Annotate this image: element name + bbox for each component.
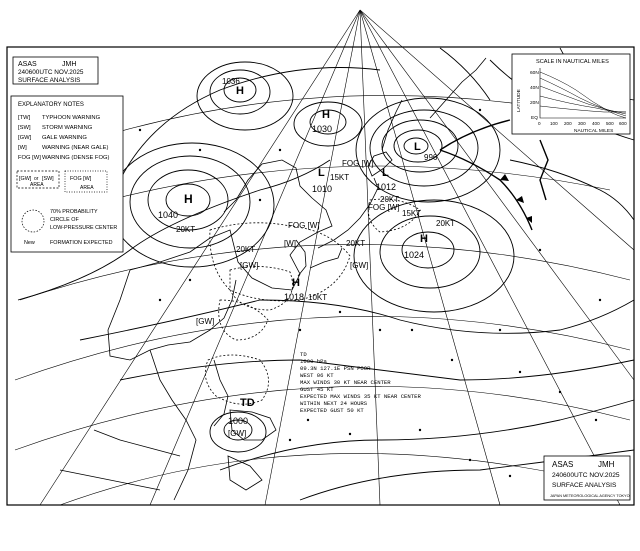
- legend-code: [SW]: [18, 125, 31, 131]
- scale-lat: EQ: [531, 116, 538, 121]
- header-agency: ASAS: [18, 61, 37, 68]
- td-info-line: GUST 45 KT: [300, 386, 334, 393]
- pressure-center-type: H: [292, 277, 300, 289]
- legend-label: WARNING (DENSE FOG): [42, 155, 110, 161]
- pressure-center-type: H: [322, 109, 330, 121]
- legend-area-code: FOG [W]: [70, 176, 92, 182]
- td-warning: [GW]: [228, 429, 247, 438]
- fog-warning-label: FOG [W]: [342, 159, 374, 168]
- gale-warning-label: [GW]: [240, 261, 259, 270]
- legend-code: [TW]: [18, 115, 31, 121]
- pressure-center-value: 1010: [312, 184, 333, 194]
- gale-warning-label: [GW]: [350, 261, 369, 270]
- pressure-center-type: L: [382, 167, 389, 179]
- header-box: [13, 57, 98, 84]
- footer-box: [544, 456, 630, 500]
- fog-warning-label: FOG [W]: [288, 221, 320, 230]
- td-info-line: WEST 06 KT: [300, 372, 334, 379]
- legend-title: EXPLANATORY NOTES: [18, 102, 84, 108]
- gale-warning-label: [GW]: [196, 317, 215, 326]
- legend-area-code: [GW]: [19, 176, 32, 182]
- fog-warning-label: FOG [W]: [368, 203, 400, 212]
- scale-box: [512, 54, 630, 134]
- legend-circle-text: 70% PROBABILITY: [50, 209, 98, 215]
- pressure-center-value: 1024: [404, 250, 425, 260]
- legend-area-label: AREA: [80, 185, 94, 191]
- legend-label: STORM WARNING: [42, 125, 93, 131]
- scale-lat: 20N: [530, 101, 539, 106]
- legend-circle-text: CIRCLE OF: [50, 217, 79, 223]
- pressure-center-speed: 20KT: [436, 219, 456, 228]
- pressure-center-value: 1036: [222, 77, 240, 86]
- scale-xlabel: NAUTICAL MILES: [574, 129, 614, 134]
- legend-label: TYPHOON WARNING: [42, 115, 101, 121]
- movement-speed: 20KT: [236, 245, 256, 254]
- td-info-line: 09.3N 127.1E PSN POOR: [300, 365, 371, 372]
- pressure-center-type: L: [318, 167, 325, 179]
- scale-tick: 400: [592, 121, 600, 126]
- header-product: SURFACE ANALYSIS: [18, 77, 81, 84]
- scale-ylabel: LATITUDE: [517, 89, 522, 112]
- td-info-line: EXPECTED MAX WINDS 35 KT NEAR CENTER: [300, 393, 421, 400]
- legend-new-label: New: [24, 240, 35, 246]
- td-info-line: 1000 hPa: [300, 358, 327, 365]
- footer-credit: JAPAN METEOROLOGICAL AGENCY TOKYO: [550, 494, 630, 498]
- movement-speed: 15KT: [402, 209, 422, 218]
- pressure-center-speed: 20KT: [176, 225, 196, 234]
- pressure-center-value: 1040: [158, 210, 179, 220]
- td-info-line: EXPECTED GUST 50 KT: [300, 407, 364, 414]
- footer-agency: ASAS: [552, 460, 574, 469]
- pressure-center-speed: 20KT: [380, 195, 400, 204]
- scale-tick: 600: [619, 121, 627, 126]
- pressure-center-speed: 10KT: [308, 293, 328, 302]
- scale-tick: 0: [538, 121, 541, 126]
- scale-tick: 500: [606, 121, 614, 126]
- scale-tick: 300: [578, 121, 586, 126]
- legend-label: WARNING (NEAR GALE): [42, 145, 109, 151]
- header-time: 240600UTC NOV.2025: [18, 69, 84, 76]
- legend-code: FOG [W]: [18, 155, 41, 161]
- scale-lat: 60N: [530, 71, 539, 76]
- pressure-center-value: 1030: [312, 124, 333, 134]
- pressure-center-type: H: [236, 85, 244, 97]
- pressure-center-type: H: [184, 192, 193, 206]
- warning-label: [W]: [284, 239, 296, 248]
- td-info-line: MAX WINDS 30 KT NEAR CENTER: [300, 379, 391, 386]
- td-marker: TD: [240, 397, 255, 409]
- legend-code: [GW]: [18, 135, 32, 141]
- pressure-center-speed: 15KT: [330, 173, 350, 182]
- footer-office: JMH: [598, 460, 615, 469]
- td-info-line: WITHIN NEXT 24 HOURS: [300, 400, 368, 407]
- legend-area-code: [SW]: [42, 176, 54, 182]
- movement-speed: 20KT: [346, 239, 366, 248]
- pressure-center-type: H: [420, 233, 428, 245]
- td-info-line: TD: [300, 351, 307, 358]
- footer-time: 240600UTC NOV.2025: [552, 472, 620, 479]
- legend-area-label: AREA: [30, 182, 44, 188]
- pressure-center-type: L: [414, 141, 421, 153]
- header-office: JMH: [62, 61, 77, 68]
- legend-circle-text: LOW-PRESSURE CENTER: [50, 225, 118, 231]
- legend-label: GALE WARNING: [42, 135, 87, 141]
- scale-lat: 40N: [530, 86, 539, 91]
- scale-tick: 100: [550, 121, 558, 126]
- legend-new-text: FORMATION EXPECTED: [50, 240, 113, 246]
- scale-title: SCALE IN NAUTICAL MILES: [536, 59, 609, 65]
- td-pressure: 1000: [228, 416, 249, 426]
- scale-tick: 200: [564, 121, 572, 126]
- legend-area-or: or: [34, 176, 39, 182]
- pressure-center-value: 1018: [284, 292, 305, 302]
- legend: [11, 96, 123, 252]
- legend-code: [W]: [18, 145, 27, 151]
- pressure-center-value: 1012: [376, 182, 397, 192]
- pressure-center-value: 996: [424, 153, 438, 162]
- footer-product: SURFACE ANALYSIS: [552, 482, 617, 489]
